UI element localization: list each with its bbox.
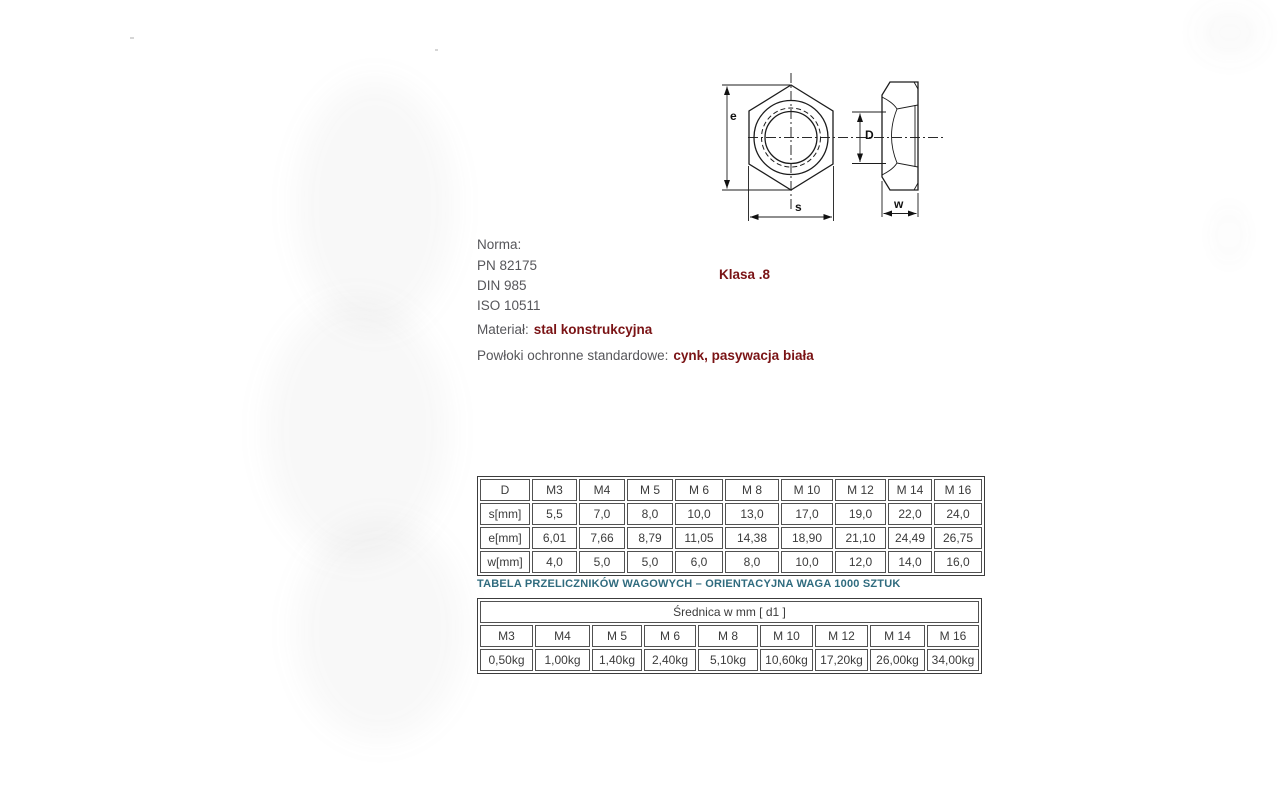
weight-table-weights-row [480,649,979,671]
value-cell: 7,66 [579,527,625,549]
background-artifact [1218,205,1240,265]
weight-cell: 1,00kg [535,649,590,671]
table-header-row [480,479,982,501]
weight-cell: 0,50kg [480,649,533,671]
value-cell: 4,0 [532,551,577,573]
coating-value: cynk, pasywacja biała [673,348,814,363]
weight-table [477,598,982,674]
background-artifact [295,80,455,330]
size-cell: M 8 [698,625,758,647]
size-cell: M 16 [927,625,979,647]
coating-label: Powłoki ochronne standardowe: [477,348,669,363]
value-cell: 6,01 [532,527,577,549]
value-cell: 6,0 [675,551,723,573]
table-row-e [480,527,982,549]
value-cell: 12,0 [835,551,886,573]
material-line [477,322,652,337]
value-cell: 19,0 [835,503,886,525]
weight-cell: 5,10kg [698,649,758,671]
background-artifact [295,520,465,740]
header-cell: M 6 [675,479,723,501]
table-row-w [480,551,982,573]
value-cell: 5,5 [532,503,577,525]
weight-cell: 17,20kg [815,649,868,671]
dimensions-table [477,476,985,576]
value-cell: 11,05 [675,527,723,549]
table-row-s [480,503,982,525]
background-artifact [265,300,450,560]
header-cell: M 5 [627,479,673,501]
size-cell: M 14 [870,625,925,647]
value-cell: 14,0 [888,551,932,573]
header-cell: M 8 [725,479,779,501]
value-cell: 22,0 [888,503,932,525]
header-cell: M3 [532,479,577,501]
value-cell: 5,0 [627,551,673,573]
size-cell: M 6 [644,625,696,647]
value-cell: 21,10 [835,527,886,549]
weight-table-heading: TABELA PRZELICZNIKÓW WAGOWYCH – ORIENTACYJNA WAGA 1000 SZTUK [477,578,901,590]
value-cell: 14,38 [725,527,779,549]
nut-technical-drawing [700,60,950,230]
side-view-outline [882,82,918,190]
header-cell: M4 [579,479,625,501]
weight-cell: 34,00kg [927,649,979,671]
value-cell: 8,79 [627,527,673,549]
side-view-chamfer-arc [892,109,898,163]
value-cell: 24,49 [888,527,932,549]
weight-table-sizes-row [480,625,979,647]
value-cell: 5,0 [579,551,625,573]
weight-cell: 10,60kg [760,649,813,671]
background-artifact [435,49,438,51]
weight-cell: 1,40kg [592,649,642,671]
d-dimension-label: D [865,128,874,142]
header-cell: M 12 [835,479,886,501]
standard-din: DIN 985 [477,278,527,293]
background-artifact [1195,5,1265,60]
background-artifact [130,37,134,39]
value-cell: 10,0 [781,551,833,573]
weight-cell: 2,40kg [644,649,696,671]
standard-iso: ISO 10511 [477,298,541,313]
size-cell: M 12 [815,625,868,647]
header-cell: M 10 [781,479,833,501]
material-value: stal konstrukcyjna [533,322,653,337]
value-cell: 17,0 [781,503,833,525]
size-cell: M 5 [592,625,642,647]
s-dimension-label: s [795,200,802,214]
header-cell: M 16 [934,479,982,501]
w-dimension-label: w [894,197,904,211]
value-cell: 10,0 [675,503,723,525]
row-label: e[mm] [480,527,530,549]
value-cell: 18,90 [781,527,833,549]
value-cell: 16,0 [934,551,982,573]
e-dimension-label: e [730,109,737,123]
header-cell: D [480,479,530,501]
row-label: s[mm] [480,503,530,525]
value-cell: 13,0 [725,503,779,525]
value-cell: 8,0 [725,551,779,573]
coating-line [477,348,814,363]
header-cell: M 14 [888,479,932,501]
norma-label: Norma: [477,237,522,252]
value-cell: 26,75 [934,527,982,549]
weight-table-title-row [480,601,979,623]
weight-cell: 26,00kg [870,649,925,671]
value-cell: 8,0 [627,503,673,525]
material-label: Materiał: [477,322,529,337]
standard-pn: PN 82175 [477,258,538,273]
class-badge: Klasa .8 [719,267,771,282]
weight-table-title: Średnica w mm [ d1 ] [480,601,979,623]
value-cell: 24,0 [934,503,982,525]
size-cell: M3 [480,625,533,647]
side-view-face-edges [882,97,918,175]
size-cell: M 10 [760,625,813,647]
row-label: w[mm] [480,551,530,573]
size-cell: M4 [535,625,590,647]
value-cell: 7,0 [579,503,625,525]
